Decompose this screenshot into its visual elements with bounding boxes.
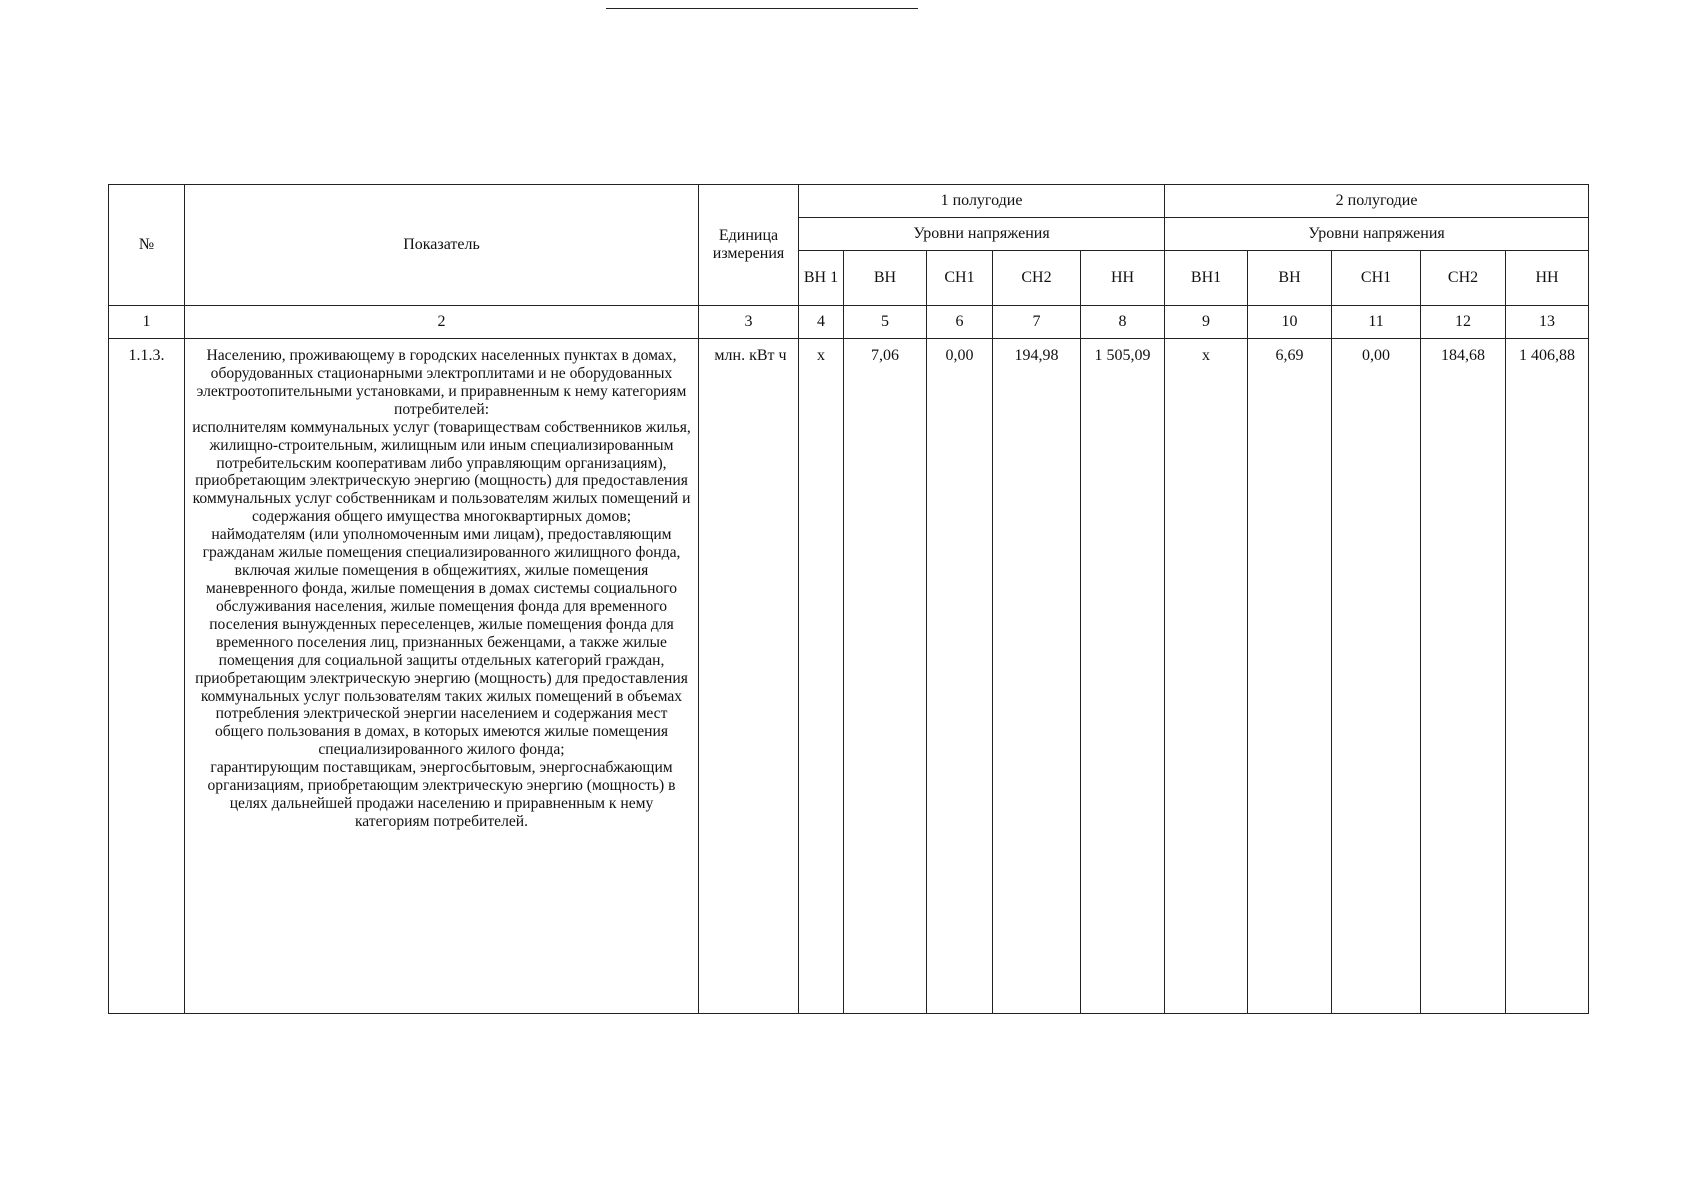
level-h2: ВН (1248, 251, 1332, 306)
value-h1-nn: 1 505,09 (1081, 339, 1165, 1014)
column-number: 5 (844, 306, 927, 339)
header-row-periods (109, 185, 1589, 218)
header-no: № (109, 185, 185, 306)
value-h1-sn1: 0,00 (927, 339, 993, 1014)
value-h2-sn1: 0,00 (1332, 339, 1421, 1014)
column-number: 11 (1332, 306, 1421, 339)
column-number: 12 (1421, 306, 1506, 339)
column-number: 7 (993, 306, 1081, 339)
level-h1: НН (1081, 251, 1165, 306)
header-indicator: Показатель (185, 185, 699, 306)
header-voltage-levels-h2: Уровни напряжения (1165, 218, 1589, 251)
header-unit: Единица измерения (699, 185, 799, 306)
level-h1: СН2 (993, 251, 1081, 306)
header-voltage-levels-h1: Уровни напряжения (799, 218, 1165, 251)
top-rule (606, 8, 918, 9)
value-h2-sn2: 184,68 (1421, 339, 1506, 1014)
level-h1: ВН 1 (799, 251, 844, 306)
indicator-paragraph: гарантирующим поставщикам, энергосбытовым, энергоснабжающим организациям, приобретающим электрическую энергию (мощность) в целях дальнейшей продажи населению и приравненным к нему категориям потребителей. (207, 759, 676, 830)
column-number: 6 (927, 306, 993, 339)
indicator-text (185, 339, 699, 1014)
column-number: 2 (185, 306, 699, 339)
value-h1-vn1: х (799, 339, 844, 1014)
value-h2-nn: 1 406,88 (1506, 339, 1589, 1014)
column-number-row (109, 306, 1589, 339)
indicator-paragraph: исполнителям коммунальных услуг (товариществам собственников жилья, жилищно-строительным, жилищным или иным специализированным потребительским кооперативам либо управляющим организациям), приобретающим электрическую энергию (мощность) для предоставления коммунальных услуг собственникам и пользователям жилых помещений и содержания общего имущества многоквартирных домов; (192, 418, 691, 526)
column-number: 1 (109, 306, 185, 339)
level-h1: ВН (844, 251, 927, 306)
level-h1: СН1 (927, 251, 993, 306)
column-number: 10 (1248, 306, 1332, 339)
column-number: 9 (1165, 306, 1248, 339)
column-number: 13 (1506, 306, 1589, 339)
value-h1-vn: 7,06 (844, 339, 927, 1014)
header-half2: 2 полугодие (1165, 185, 1589, 218)
table-row (109, 339, 1589, 1014)
value-h1-sn2: 194,98 (993, 339, 1081, 1014)
indicator-paragraph: наймодателям (или уполномоченным ими лицам), предоставляющим гражданам жилые помещения специализированного жилищного фонда, включая жилые помещения в общежитиях, жилые помещения маневренного фонда, жилые помещения в домах системы социального обслуживания населения, жилые помещения фонда для временного поселения вынужденных переселенцев, жилые помещения фонда для временного поселения лиц, признанных беженцами, а также жилые помещения для социальной защиты отдельных категорий граждан, приобретающим электрическую энергию (мощность) для предоставления коммунальных услуг пользователям таких жилых помещений в объемах потребления электрической энергии населением и содержания мест общего пользования в домах, в которых имеются жилые помещения специализированного жилого фонда; (195, 526, 688, 759)
column-number: 3 (699, 306, 799, 339)
row-number: 1.1.3. (109, 339, 185, 1014)
unit-value: млн. кВт ч (699, 339, 799, 1014)
tariff-table (108, 184, 1589, 1014)
level-h2: СН1 (1332, 251, 1421, 306)
indicator-paragraph: Населению, проживающему в городских населенных пунктах в домах, оборудованных стационарными электроплитами и не оборудованных электроотопительными установками, и приравненным к нему категориям потребителей: (196, 347, 687, 418)
column-number: 4 (799, 306, 844, 339)
header-half1: 1 полугодие (799, 185, 1165, 218)
column-number: 8 (1081, 306, 1165, 339)
value-h2-vn1: х (1165, 339, 1248, 1014)
level-h2: НН (1506, 251, 1589, 306)
level-h2: СН2 (1421, 251, 1506, 306)
value-h2-vn: 6,69 (1248, 339, 1332, 1014)
level-h2: ВН1 (1165, 251, 1248, 306)
